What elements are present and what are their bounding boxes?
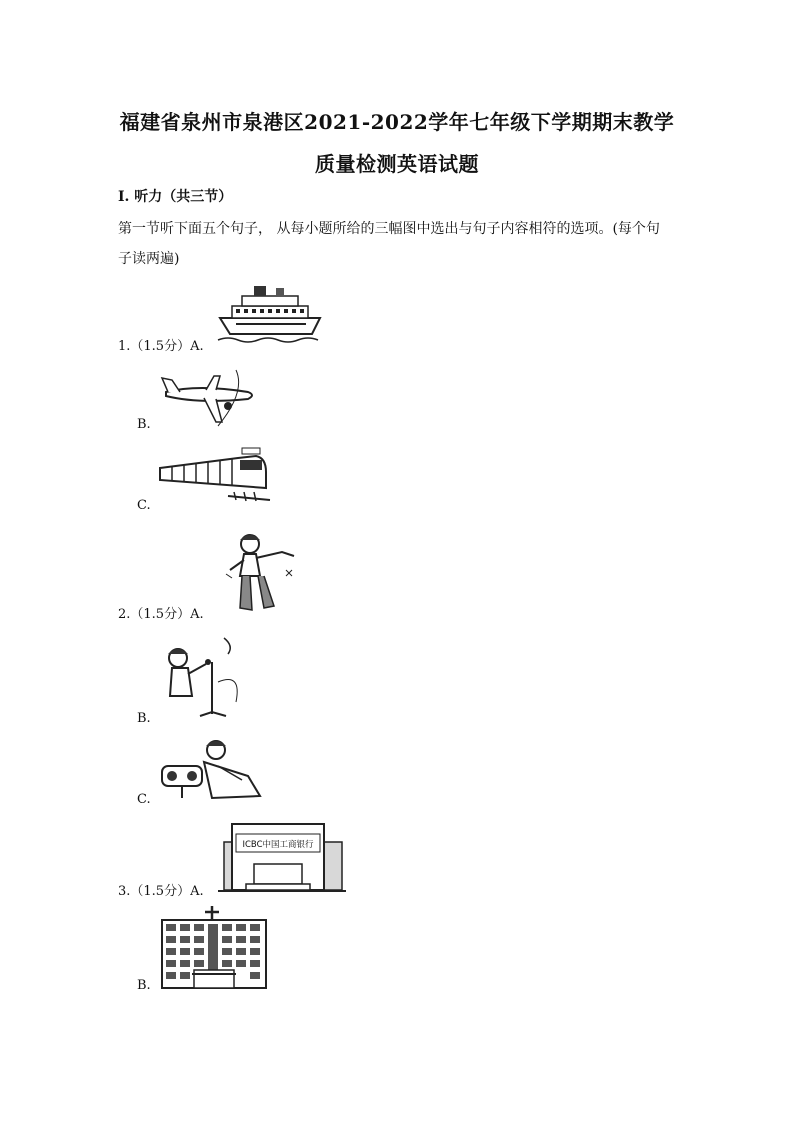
question-2-option-c: C.	[137, 792, 151, 807]
airplane-picture	[158, 362, 258, 432]
question-1-option-b: B.	[137, 417, 151, 432]
music-listening-girl-picture	[158, 736, 264, 802]
hospital-building-picture	[158, 906, 270, 990]
question-3-option-b: B.	[137, 978, 151, 993]
instruction-line-2: 子读两遍)	[118, 251, 180, 267]
dancing-girl-picture	[222, 530, 304, 616]
page-title-line-1: 福建省泉州市泉港区2021-2022学年七年级下学期期末教学	[119, 110, 675, 134]
question-2-label: 2.（1.5分）A.	[118, 607, 204, 622]
bank-sign: ICBC中国工商银行	[242, 840, 314, 850]
question-3-label: 3.（1.5分）A.	[118, 884, 204, 899]
ship-picture	[216, 278, 326, 346]
bank-building-picture	[218, 820, 346, 892]
question-2-option-b: B.	[137, 711, 151, 726]
train-picture	[158, 446, 272, 502]
singing-girl-picture	[158, 632, 248, 720]
section-heading: I. 听力（共三节）	[118, 189, 233, 205]
question-1-label: 1.（1.5分）A.	[118, 339, 204, 354]
page-title-line-2: 质量检测英语试题	[315, 152, 479, 176]
instruction-line-1: 第一节听下面五个句子， 从每小题所给的三幅图中选出与句子内容相符的选项。(每个句	[118, 221, 660, 237]
question-1-option-c: C.	[137, 498, 151, 513]
